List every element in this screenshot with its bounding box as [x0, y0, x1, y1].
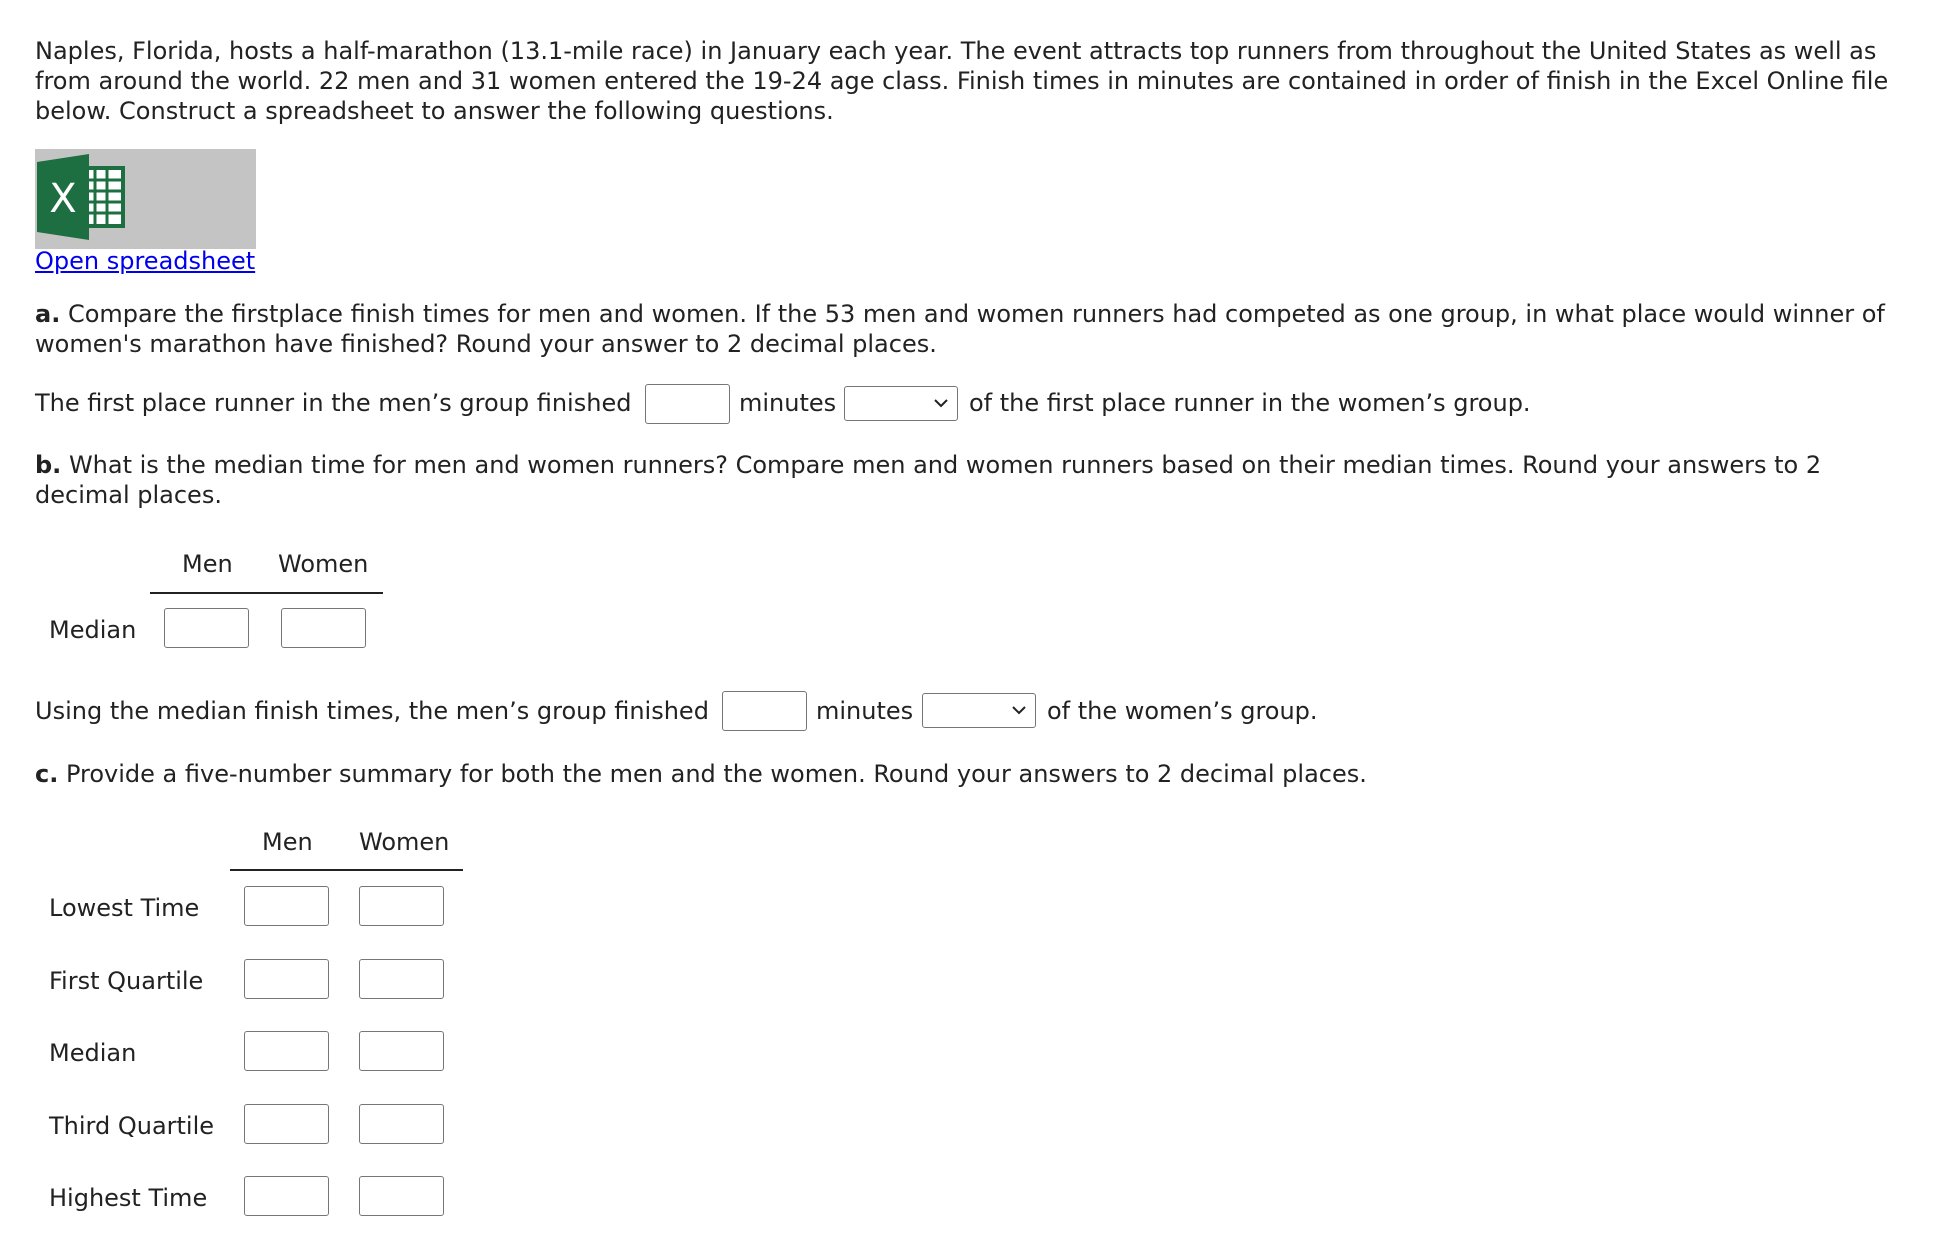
part-b-men-median-input[interactable]	[164, 608, 249, 648]
open-spreadsheet-link[interactable]: Open spreadsheet	[35, 247, 256, 275]
part-c-highest-men-input[interactable]	[244, 1176, 329, 1216]
chevron-down-icon	[932, 394, 950, 412]
part-c-col-women: Women	[359, 828, 450, 856]
part-c-median-women-input[interactable]	[359, 1031, 444, 1071]
part-c-q1-men-input[interactable]	[244, 959, 329, 999]
intro-text: Naples, Florida, hosts a half-marathon (13.1-mile race) in January each year. The event attracts top runners from throughout the United States as well as from around the world. 22 men and 31 women entered the 19-24 age class. Finish times in minutes are contained in order of finish in the Excel Online file below. Construct a spreadsheet to answer the following questions.	[35, 37, 1889, 125]
part-b-women-median-input[interactable]	[281, 608, 366, 648]
part-a-question	[35, 299, 1915, 359]
part-c-q3-women-input[interactable]	[359, 1104, 444, 1144]
part-c-header-divider	[230, 869, 463, 871]
spreadsheet-thumbnail[interactable]	[35, 149, 256, 249]
part-b-unit: minutes	[816, 697, 914, 725]
part-c-col-men: Men	[262, 828, 313, 856]
part-c-q1-women-input[interactable]	[359, 959, 444, 999]
part-c-row-label: Highest Time	[49, 1184, 208, 1212]
excel-icon	[35, 152, 135, 244]
svg-text:X: X	[49, 176, 77, 222]
part-c-median-men-input[interactable]	[244, 1031, 329, 1071]
part-c-row-label: Third Quartile	[49, 1112, 215, 1140]
part-c-lowest-men-input[interactable]	[244, 886, 329, 926]
part-c-lowest-women-input[interactable]	[359, 886, 444, 926]
part-b-minutes-input[interactable]	[722, 691, 807, 731]
part-b-question-text: What is the median time for men and women runners? Compare men and women runners based on their median times. Round your answers to 2 decimal places.	[35, 451, 1822, 509]
part-c-highest-women-input[interactable]	[359, 1176, 444, 1216]
part-b-sentence-end: of the women’s group.	[1047, 697, 1318, 725]
part-b-question	[35, 450, 1915, 510]
part-b-header-divider	[150, 592, 383, 594]
part-c-row-label: Lowest Time	[49, 894, 200, 922]
part-b-row-median: Median	[49, 616, 137, 644]
part-a-question-text: Compare the firstplace finish times for men and women. If the 53 men and women runners had competed as one group, in what place would winner of women's marathon have finished? Round your answer to 2 decimal places.	[35, 300, 1885, 358]
part-c-label: c.	[35, 760, 59, 788]
part-b-col-women: Women	[278, 550, 369, 578]
part-c-q3-men-input[interactable]	[244, 1104, 329, 1144]
part-a-unit: minutes	[739, 389, 837, 417]
part-c-row-label: First Quartile	[49, 967, 204, 995]
part-c-question-text: Provide a five-number summary for both the men and the women. Round your answers to 2 decimal places.	[65, 760, 1367, 788]
part-b-col-men: Men	[182, 550, 233, 578]
part-a-sentence-start: The first place runner in the men’s group finished	[35, 389, 632, 417]
part-a-label: a.	[35, 300, 61, 328]
part-b-sentence-start: Using the median finish times, the men’s group finished	[35, 697, 709, 725]
part-a-comparison-dropdown[interactable]	[844, 386, 958, 421]
part-b-label: b.	[35, 451, 62, 479]
part-a-sentence-end: of the first place runner in the women’s group.	[969, 389, 1531, 417]
part-a-minutes-input[interactable]	[645, 384, 730, 424]
part-c-question	[35, 759, 1915, 789]
chevron-down-icon	[1010, 701, 1028, 719]
part-c-row-label: Median	[49, 1039, 137, 1067]
part-b-comparison-dropdown[interactable]	[922, 693, 1036, 728]
